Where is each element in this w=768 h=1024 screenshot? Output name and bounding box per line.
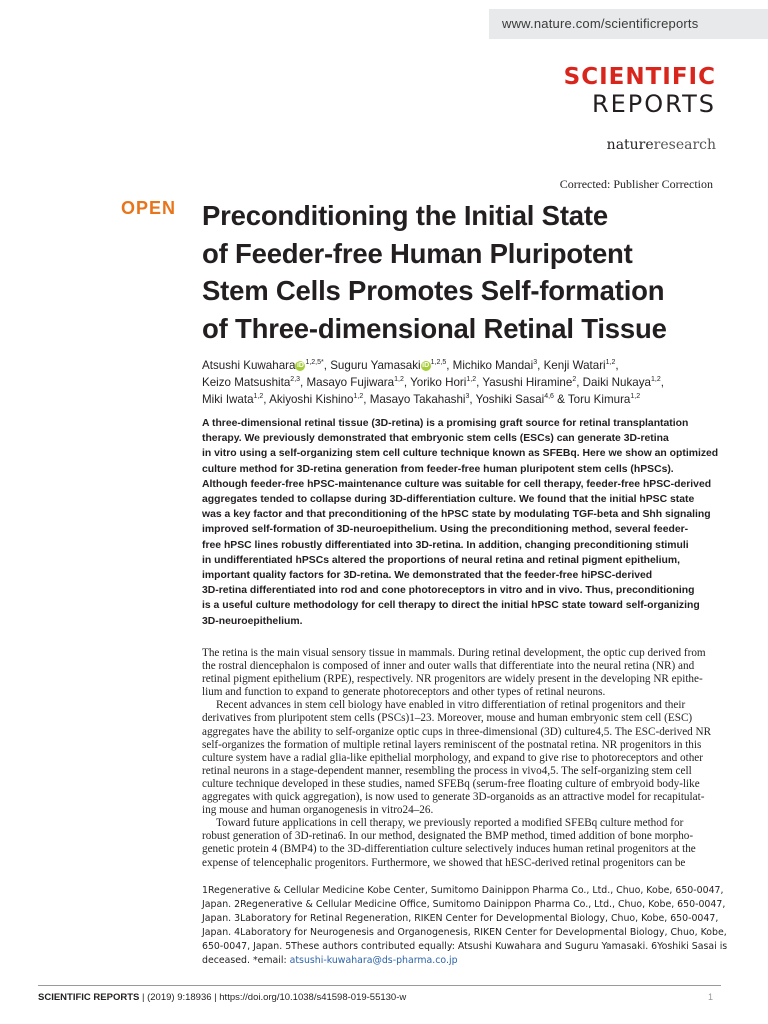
- publisher-logo-pre: nature: [606, 137, 654, 153]
- title-line: Preconditioning the Initial State: [202, 200, 608, 231]
- author-affiliation-ref: 2: [572, 376, 577, 384]
- title-line: of Feeder-free Human Pluripotent: [202, 237, 633, 269]
- article-title: [202, 197, 732, 347]
- abstract-line: culture method for 3D-retina generation from feeder-free human pluripotent stem cells (hPSCs).: [202, 463, 674, 475]
- body-line: expense of telencephalic progenitors. Furthermore, we showed that hESC-derived retinal progenitors can be: [202, 856, 686, 869]
- author-affiliation-ref: 1,2,5: [430, 359, 447, 367]
- body-line: genetic protein 4 (BMP4) to the 3D-differentiation culture selectively induces human retinal progenitors at the: [202, 843, 696, 856]
- abstract-line: improved self-formation of 3D-neuroepithelium. Using the preconditioning method, several feeder-: [202, 524, 689, 536]
- abstract-line: important quality factors for 3D-retina. We demonstrated that the feeder-free hiPSC-derived: [202, 570, 653, 582]
- page-number: 1: [707, 992, 713, 1002]
- author-name: , Yoshiki Sasai: [469, 393, 545, 406]
- body-text: [202, 647, 716, 870]
- title-line: Stem Cells Promotes Self-formation: [202, 275, 665, 306]
- author-name: , Yoriko Hori: [403, 376, 467, 389]
- body-line: robust generation of 3D-retina6. In our method, designated the BMP method, timed addition of bone morpho-: [202, 830, 694, 843]
- orcid-icon[interactable]: iD: [296, 361, 304, 369]
- author-affiliation-ref: 1,2: [353, 393, 364, 401]
- body-line: the rostral diencephalon is composed of inner and outer walls that differentiate into the neural retina (NR) and: [202, 660, 695, 673]
- body-line: ing mouse and human organogenesis in vitro24–26.: [202, 804, 434, 817]
- body-line: The retina is the main visual sensory tissue in mammals. During retinal development, the optic cup derived from: [202, 647, 706, 659]
- author-affiliation-ref: 1,2: [466, 376, 477, 384]
- author-line: [202, 391, 722, 408]
- author-list: [202, 357, 722, 408]
- title-line: of Three-dimensional Retinal Tissue: [202, 312, 667, 344]
- footer-journal: SCIENTIFIC REPORTS: [38, 992, 140, 1003]
- footer-citation: [38, 992, 406, 1003]
- author-affiliation-ref: 1,2,5*: [305, 359, 324, 367]
- affiliation-line: 650-0047, Japan. 5These authors contributed equally: Atsushi Kuwahara and Suguru Yamasaki. 6Yoshiki Sasai is: [202, 941, 728, 953]
- logo-scientific: SCIENTIFIC: [563, 64, 716, 90]
- abstract-line: therapy. We previously demonstrated that embryonic stem cells (ESCs) can generate 3D-retina: [202, 433, 669, 445]
- body-line: Toward future applications in cell therapy, we previously reported a modified SFEBq culture method for: [216, 817, 684, 830]
- author-line: [202, 374, 722, 391]
- footer-divider: [38, 985, 721, 986]
- body-line: retinal neurons in a stage-dependent manner, resembling the process in vivo4,5. The self-organizing stem cell: [202, 764, 692, 777]
- abstract-line: is a useful culture methodology for cell therapy to direct the initial hPSC state toward self-organizing: [202, 600, 700, 612]
- abstract-line: 3D-neuroepithelium.: [202, 615, 303, 627]
- body-line: culture system have a radial glia-like epithelial morphology, and expand to give rise to photoreceptors and other: [202, 751, 704, 764]
- author-affiliation-ref: 1,2: [630, 393, 641, 401]
- publisher-logo: [607, 137, 716, 153]
- author-name: , Daiki Nukaya: [576, 376, 651, 389]
- affiliation-line: Japan. 3Laboratory for Retinal Regeneration, RIKEN Center for Developmental Biology, Chuo, Kobe, 650-0047,: [202, 913, 719, 925]
- body-line: retinal pigment epithelium (RPE), respectively. NR progenitors are widely present in the developing NR epithe-: [202, 673, 703, 686]
- logo-reports: REPORTS: [591, 90, 716, 118]
- body-line: culture technique developed in these studies, named SFEBq (serum-free floating culture of embryoid body-like: [202, 777, 700, 790]
- author-name: ,: [660, 376, 664, 389]
- abstract-line: aggregates tended to collapse during 3D-differentiation culture. We found that the initial hPSC state: [202, 494, 695, 506]
- author-name: , Kenji Watari: [537, 359, 606, 372]
- body-line: Recent advances in stem cell biology have enabled in vitro differentiation of retinal progenitors and their: [216, 699, 686, 712]
- open-access-badge: OPEN: [121, 198, 177, 218]
- abstract-line: in undifferentiated hPSCs altered the proportions of neural retina and retinal pigment epithelium,: [202, 554, 681, 566]
- author-name: Miki Iwata: [202, 393, 254, 406]
- abstract-line: A three-dimensional retinal tissue (3D-retina) is a promising graft source for retinal transplantation: [202, 418, 689, 429]
- author-affiliation-ref: 3: [533, 359, 538, 367]
- corresponding-email-link[interactable]: atsushi-kuwahara@ds-pharma.co.jp: [289, 955, 458, 967]
- orcid-icon[interactable]: iD: [422, 361, 430, 369]
- abstract-line: free hPSC lines robustly differentiated into 3D-retina. In addition, changing preconditioning stimuli: [202, 539, 689, 551]
- author-name: , Suguru Yamasaki: [323, 359, 421, 372]
- abstract: [202, 416, 722, 629]
- affiliation-line: deceased. *email: atsushi-kuwahara@ds-pharma.co.jp: [202, 955, 458, 967]
- author-name: , Yasushi Hiramine: [476, 376, 573, 389]
- abstract-line: Although feeder-free hPSC-maintenance culture was suitable for cell therapy, feeder-free hPSC-derived: [202, 478, 712, 490]
- author-affiliation-ref: 3: [465, 393, 470, 401]
- author-name: , Masayo Fujiwara: [300, 376, 395, 389]
- journal-logo: [564, 64, 716, 118]
- author-affiliation-ref: 1,2: [650, 376, 661, 384]
- abstract-line: 3D-retina differentiated into rod and cone photoreceptors in vitro and in vivo. Thus, preconditioning: [202, 585, 695, 597]
- body-line: aggregates have the ability to self-organize optic cups in three-dimensional (3D) culture4,5. The ESC-derived NR: [202, 725, 712, 738]
- publisher-logo-post: research: [653, 137, 716, 153]
- author-name: Keizo Matsushita: [202, 376, 291, 389]
- author-name: Atsushi Kuwahara: [202, 359, 296, 372]
- author-name: , Michiko Mandai: [446, 359, 534, 372]
- affiliations: [202, 884, 728, 969]
- author-affiliation-ref: 1,2: [605, 359, 616, 367]
- footer-doi[interactable]: | (2019) 9:18936 | https://doi.org/10.1038/s41598-019-55130-w: [139, 992, 407, 1003]
- journal-url[interactable]: www.nature.com/scientificreports: [502, 16, 699, 31]
- author-affiliation-ref: 1,2: [253, 393, 264, 401]
- body-line: self-organizes the formation of multiple retinal layers reminiscent of the postnatal retina. NR progenitors in this: [202, 738, 702, 751]
- author-name: , Akiyoshi Kishino: [263, 393, 354, 406]
- journal-url-bar[interactable]: [489, 9, 768, 39]
- author-name: , Masayo Takahashi: [363, 393, 466, 406]
- affiliation-line: 1Regenerative & Cellular Medicine Kobe Center, Sumitomo Dainippon Pharma Co., Ltd., Chuo, Kobe, 650-0047,: [202, 885, 724, 896]
- author-affiliation-ref: 4,6: [544, 393, 554, 401]
- affiliation-line: Japan. 2Regenerative & Cellular Medicine Office, Sumitomo Dainippon Pharma Co., Ltd., Chuo, Kobe, 650-0047,: [202, 899, 726, 911]
- body-line: lium and function to expand to generate photoreceptors and other types of retinal neurons.: [202, 686, 606, 699]
- affiliation-line: Japan. 4Laboratory for Neurogenesis and Organogenesis, RIKEN Center for Developmental Biology, Chuo, Kobe,: [202, 927, 727, 939]
- author-name: & Toru Kimura: [553, 393, 631, 406]
- author-line: [202, 357, 722, 374]
- correction-notice[interactable]: Corrected: Publisher Correction: [559, 177, 713, 191]
- author-name: ,: [615, 359, 619, 372]
- abstract-line: was a key factor and that preconditioning of the hPSC state by modulating TGF-beta and Shh signaling: [202, 509, 711, 521]
- author-affiliation-ref: 1,2: [394, 376, 404, 384]
- abstract-line: in vitro using a self-organizing stem cell culture technique known as SFEBq. Here we show an optimized: [202, 448, 719, 460]
- body-line: derivatives from pluripotent stem cells (PSCs)1–23. Moreover, mouse and human embryonic stem cell (ESC): [202, 712, 693, 725]
- body-line: aggregates with quick aggregation), is now used to generate 3D-organoids as an attractive model for recapitulat-: [202, 791, 705, 804]
- author-affiliation-ref: 2,3: [290, 376, 301, 384]
